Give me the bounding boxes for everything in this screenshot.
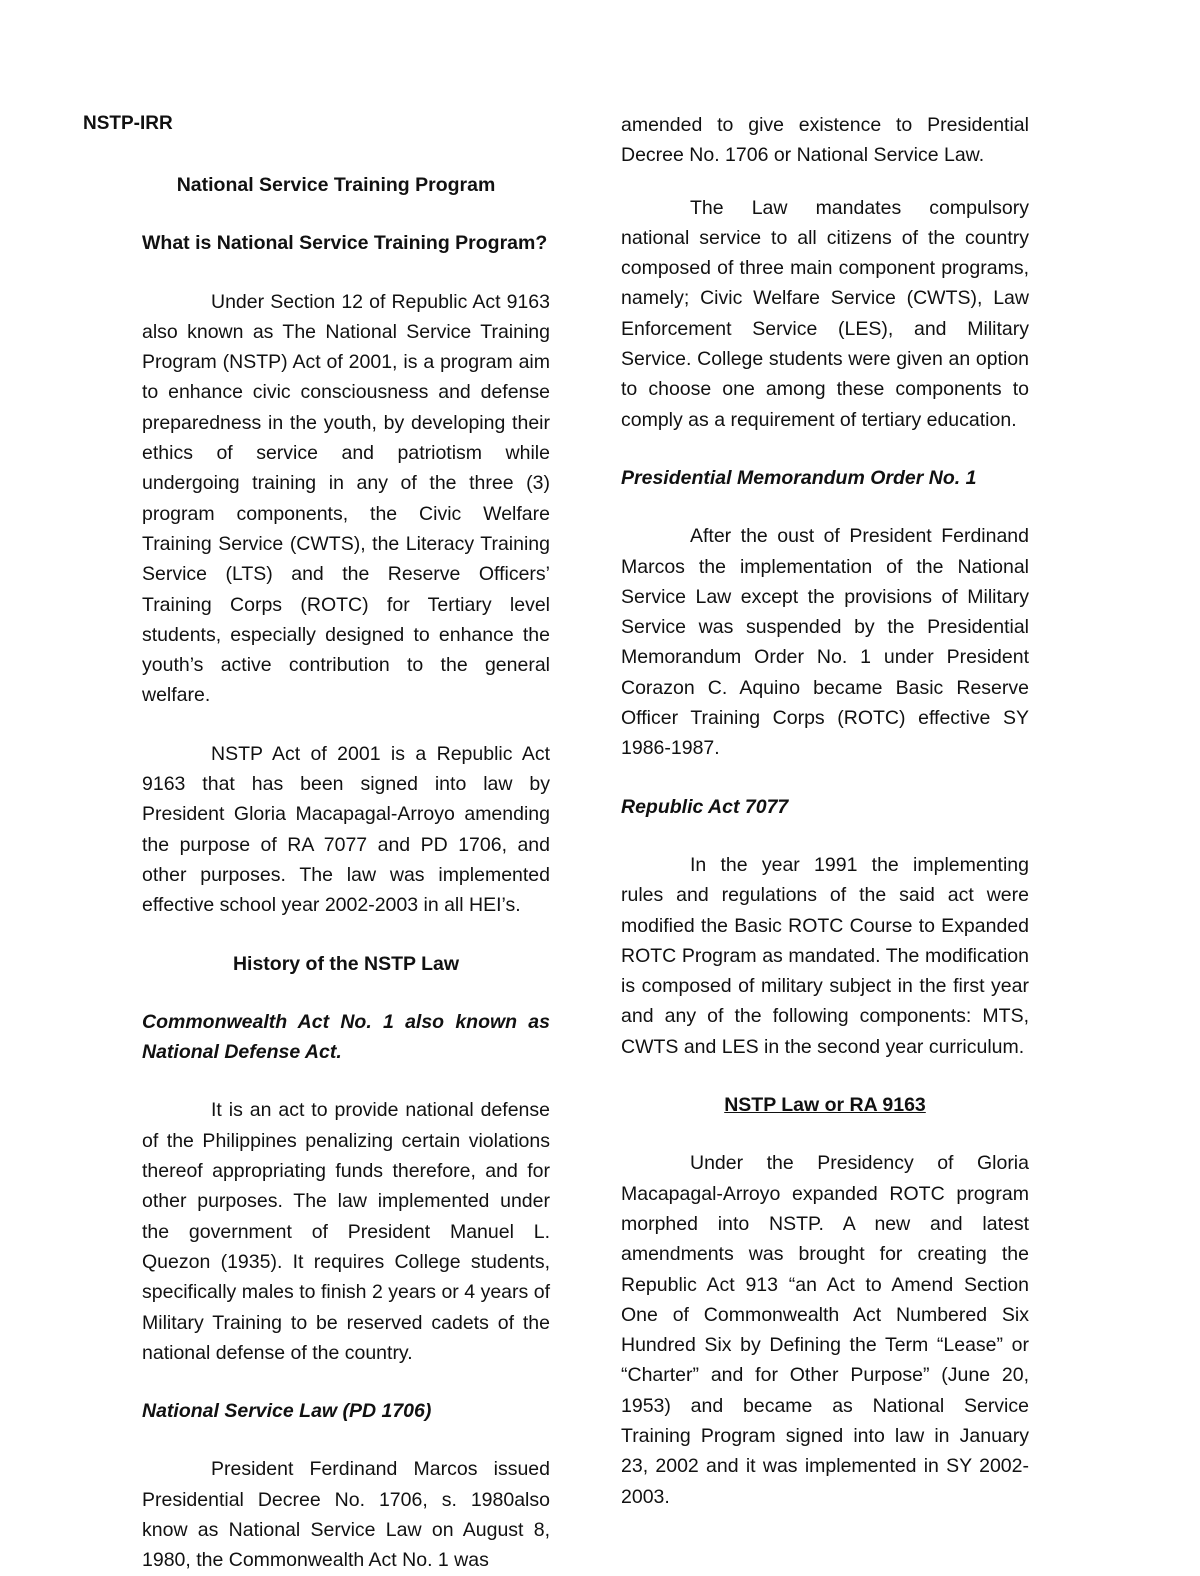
paragraph-ra-7077: In the year 1991 the implementing rules and regulations of the said act were modified the Basic ROTC Course to Expanded ROTC Program as mandated. The modification is composed of military subject in the first year and any of the following components: MTS, CWTS and LES in the second year curriculum. bbox=[621, 853, 1029, 1058]
commonwealth-act-heading: Commonwealth Act No. 1 also known as National Defense Act. bbox=[142, 1010, 550, 1064]
paragraph-national-service-law: President Ferdinand Marcos issued Presidential Decree No. 1706, s. 1980also know as National Service Law on August 8, 1980, the Commonwealth Act No. 1 was bbox=[142, 1458, 550, 1572]
presidential-memorandum-heading: Presidential Memorandum Order No. 1 bbox=[621, 466, 977, 489]
paragraph-nstp-act: NSTP Act of 2001 is a Republic Act 9163 that has been signed into law by President Gloria Macapagal-Arroyo amending the purpose of RA 7077 and PD 1706, and other purposes. The law was implemented effective school year 2002-2003 in all HEI’s. bbox=[142, 742, 550, 917]
nstp-law-heading: NSTP Law or RA 9163 bbox=[724, 1094, 926, 1117]
republic-act-7077-heading: Republic Act 7077 bbox=[621, 795, 789, 818]
document-header: NSTP-IRR bbox=[83, 113, 173, 134]
paragraph-memorandum: After the oust of President Ferdinand Marcos the implementation of the National Service Law except the provisions of Military Service was suspended by the Presidential Memorandum Order No. 1 under President Corazon C. Aquino became Basic Reserve Officer Training Corps (ROTC) effective SY 1986-1987. bbox=[621, 525, 1029, 760]
national-service-law-heading: National Service Law (PD 1706) bbox=[142, 1400, 432, 1423]
paragraph-nstp-law: Under the Presidency of Gloria Macapagal-Arroyo expanded ROTC program morphed into NSTP. A new and latest amendments was brought for creating the Republic Act 913 “an Act to Amend Section One of Commonwealth Act Numbered Six Hundred Six by Defining the Term “Lease” or “Charter” and for Other Purpose” (June 20, 1953) and became as National Service Training Program signed into law in January 23, 2002 and it was implemented in SY 2002-2003. bbox=[621, 1152, 1029, 1508]
paragraph-nstp-definition: Under Section 12 of Republic Act 9163 also known as The National Service Training Program (NSTP) Act of 2001, is a program aim to enhance civic consciousness and defense preparedness in the youth, by developing their ethics of service and patriotism while undergoing training in any of the three (3) program components, the Civic Welfare Training Service (CWTS), the Literacy Training Service (LTS) and the Reserve Officers’ Training Corps (ROTC) for Tertiary level students, especially designed to enhance the youth’s active contribution to the general welfare. bbox=[142, 290, 550, 707]
history-heading: History of the NSTP Law bbox=[232, 952, 460, 975]
paragraph-amended: amended to give existence to Presidential Decree No. 1706 or National Service Law. bbox=[621, 114, 1029, 167]
paragraph-commonwealth-act: It is an act to provide national defense of the Philippines penalizing certain violations thereof appropriating funds therefore, and for other purposes. The law implemented under the government of President Manuel L. Quezon (1935). It requires College students, specifically males to finish 2 years or 4 years of Military Training to be reserved cadets of the national defense of the country. bbox=[142, 1099, 550, 1364]
right-column bbox=[621, 110, 1029, 1512]
document-title: National Service Training Program bbox=[176, 174, 496, 196]
paragraph-law-mandates: The Law mandates compulsory national service to all citizens of the country composed of three main component programs, namely; Civic Welfare Service (CWTS), Law Enforcement Service (LES), and Military Service. College students were given an option to choose one among these components to comply as a requirement of tertiary education. bbox=[621, 196, 1029, 431]
question-heading: What is National Service Training Program? bbox=[142, 232, 548, 255]
left-column bbox=[142, 170, 550, 1576]
